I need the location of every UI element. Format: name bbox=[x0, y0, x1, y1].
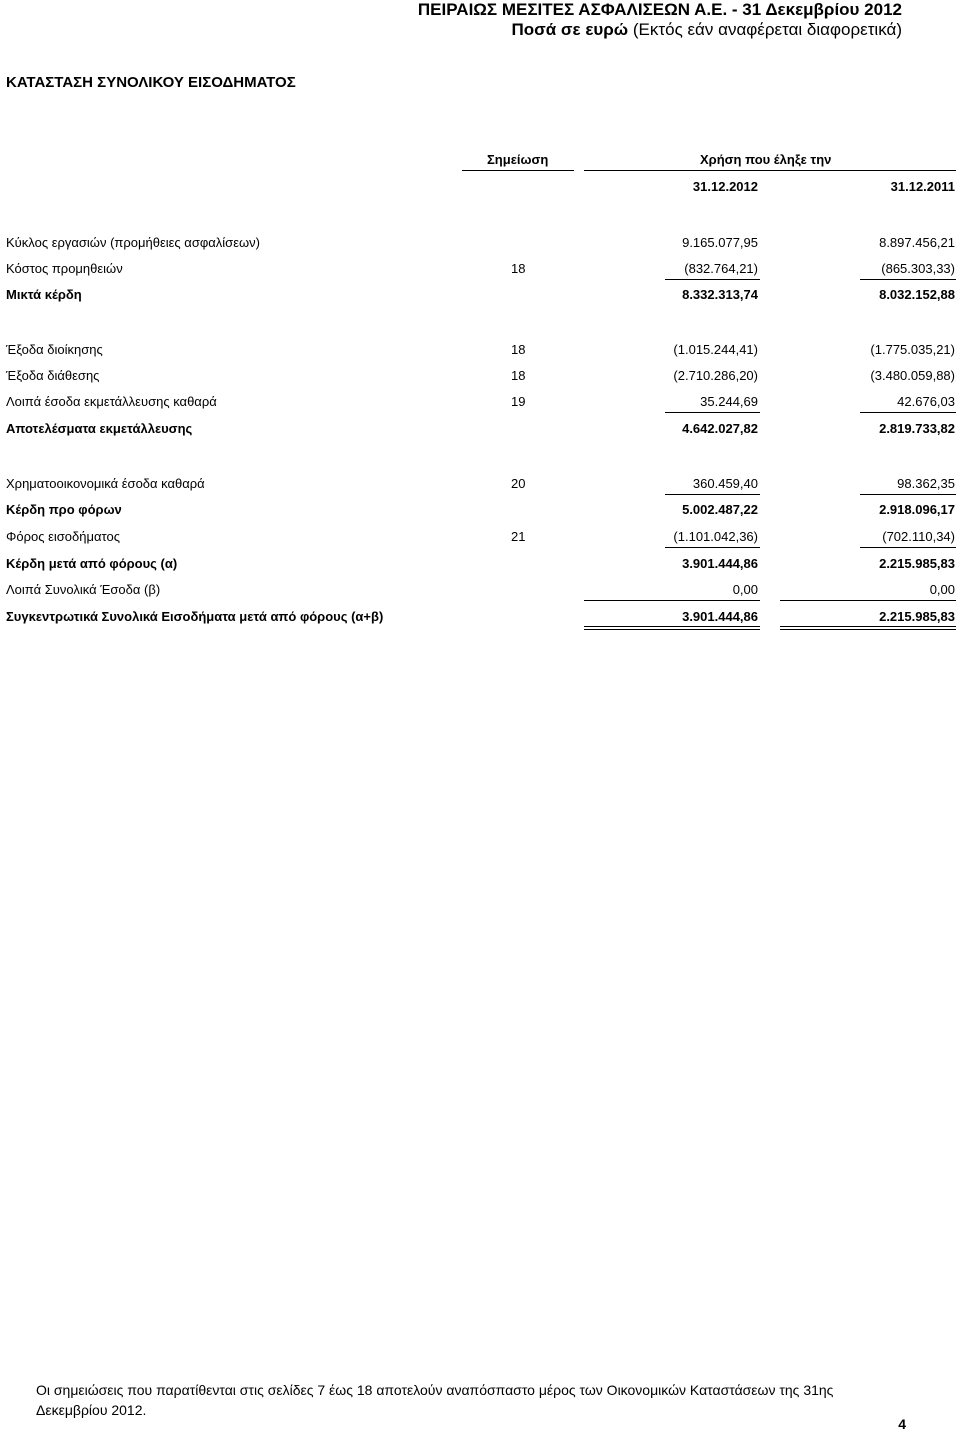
row-label: Έξοδα διοίκησης bbox=[6, 342, 103, 357]
company-header: ΠΕΙΡΑΙΩΣ ΜΕΣΙΤΕΣ ΑΣΦΑΛΙΣΕΩΝ Α.Ε. - 31 Δεκεμβρίου 2012 bbox=[417, 0, 902, 19]
value-2012: (1.101.042,36) bbox=[673, 529, 758, 544]
value-2012: (1.015.244,41) bbox=[673, 342, 758, 357]
row-other-operating-income bbox=[0, 394, 960, 414]
value-2011: 8.897.456,21 bbox=[879, 235, 955, 250]
double-underline-2011-bottom bbox=[780, 629, 956, 630]
total-line-2012 bbox=[584, 600, 760, 601]
value-2012: 3.901.444,86 bbox=[682, 609, 758, 624]
value-2012: 360.459,40 bbox=[692, 476, 758, 491]
value-2011: 2.918.096,17 bbox=[879, 502, 955, 517]
value-2012: 0,00 bbox=[732, 582, 758, 597]
subtotal-line-2011 bbox=[860, 412, 956, 413]
row-label: Κύκλος εργασιών (προμήθειες ασφαλίσεων) bbox=[6, 235, 260, 250]
value-2012: (2.710.286,20) bbox=[673, 368, 758, 383]
subtotal-line-2012 bbox=[665, 494, 760, 495]
currency-remark: (Εκτός εάν αναφέρεται διαφορετικά) bbox=[628, 20, 902, 39]
value-2011: (865.303,33) bbox=[881, 261, 955, 276]
row-label: Φόρος εισοδήματος bbox=[6, 529, 120, 544]
value-2012: (832.764,21) bbox=[684, 261, 758, 276]
row-admin-expenses bbox=[0, 342, 960, 362]
value-2012: 3.901.444,86 bbox=[682, 556, 758, 571]
row-note: 18 bbox=[511, 261, 526, 276]
row-label: Λοιπά Συνολικά Έσοδα (β) bbox=[6, 582, 161, 597]
row-note: 19 bbox=[511, 394, 526, 409]
row-label: Συγκεντρωτικά Συνολικά Εισοδήματα μετά από φόρους (α+β) bbox=[6, 609, 384, 624]
row-note: 20 bbox=[511, 476, 526, 491]
subtotal-line-2012 bbox=[665, 279, 760, 280]
subtotal-line-2012 bbox=[665, 547, 760, 548]
subtotal-line-2011 bbox=[860, 494, 956, 495]
row-operating-result bbox=[0, 421, 960, 441]
double-underline-2012-bottom bbox=[584, 629, 760, 630]
row-note: 18 bbox=[511, 342, 526, 357]
value-2011: 2.819.733,82 bbox=[879, 421, 955, 436]
value-2012: 9.165.077,95 bbox=[682, 235, 758, 250]
row-label: Αποτελέσματα εκμετάλλευσης bbox=[6, 421, 193, 436]
row-note: 18 bbox=[511, 368, 526, 383]
row-label: Μικτά κέρδη bbox=[6, 287, 82, 302]
value-2011: 2.215.985,83 bbox=[879, 609, 955, 624]
row-label: Κόστος προμηθειών bbox=[6, 261, 123, 276]
value-2011: 42.676,03 bbox=[897, 394, 955, 409]
subtotal-line-2011 bbox=[860, 279, 956, 280]
row-label: Λοιπά έσοδα εκμετάλλευσης καθαρά bbox=[6, 394, 217, 409]
row-note: 21 bbox=[511, 529, 526, 544]
note-header-underline bbox=[462, 170, 574, 171]
value-2011: (702.110,34) bbox=[882, 529, 955, 544]
statement-title: ΚΑΤΑΣΤΑΣΗ ΣΥΝΟΛΙΚΟΥ ΕΙΣΟΔΗΜΑΤΟΣ bbox=[6, 74, 296, 91]
value-2011: (3.480.059,88) bbox=[870, 368, 955, 383]
subtotal-line-2011 bbox=[860, 547, 956, 548]
period-header-underline bbox=[584, 170, 956, 171]
year-2011-header: 31.12.2011 bbox=[890, 179, 955, 194]
row-label: Χρηματοοικονομικά έσοδα καθαρά bbox=[6, 476, 205, 491]
footer-note: Οι σημειώσεις που παρατίθενται στις σελίδες 7 έως 18 αποτελούν αναπόσπαστο μέρος των Οικονομικών Καταστάσεων της 31ης Δεκεμβρίου 2012. bbox=[36, 1382, 834, 1418]
note-column-header: Σημείωση bbox=[487, 152, 549, 167]
value-2012: 35.244,69 bbox=[700, 394, 758, 409]
value-2012: 5.002.487,22 bbox=[682, 502, 758, 517]
row-profit-after-tax bbox=[0, 556, 960, 576]
value-2011: (1.775.035,21) bbox=[870, 342, 955, 357]
row-selling-expenses bbox=[0, 368, 960, 388]
row-finance-income bbox=[0, 476, 960, 496]
value-2011: 8.032.152,88 bbox=[879, 287, 955, 302]
double-underline-2011-top bbox=[780, 626, 956, 627]
value-2011: 98.362,35 bbox=[897, 476, 955, 491]
value-2011: 2.215.985,83 bbox=[879, 556, 955, 571]
page-number: 4 bbox=[898, 1416, 906, 1432]
row-other-comprehensive-income bbox=[0, 582, 960, 602]
period-column-header: Χρήση που έληξε την bbox=[700, 152, 832, 167]
currency-note bbox=[511, 20, 902, 40]
currency-label: Ποσά σε ευρώ bbox=[511, 20, 629, 39]
row-commission-cost bbox=[0, 261, 960, 281]
row-profit-before-tax bbox=[0, 502, 960, 522]
row-label: Κέρδη προ φόρων bbox=[6, 502, 122, 517]
row-income-tax bbox=[0, 529, 960, 549]
row-label: Κέρδη μετά από φόρους (α) bbox=[6, 556, 178, 571]
value-2011: 0,00 bbox=[929, 582, 955, 597]
double-underline-2012-top bbox=[584, 626, 760, 627]
subtotal-line-2012 bbox=[665, 412, 760, 413]
row-gross-profit bbox=[0, 287, 960, 307]
year-2012-header: 31.12.2012 bbox=[692, 179, 758, 194]
row-label: Έξοδα διάθεσης bbox=[6, 368, 100, 383]
row-turnover bbox=[0, 235, 960, 255]
value-2012: 8.332.313,74 bbox=[682, 287, 758, 302]
value-2012: 4.642.027,82 bbox=[682, 421, 758, 436]
total-line-2011 bbox=[780, 600, 956, 601]
